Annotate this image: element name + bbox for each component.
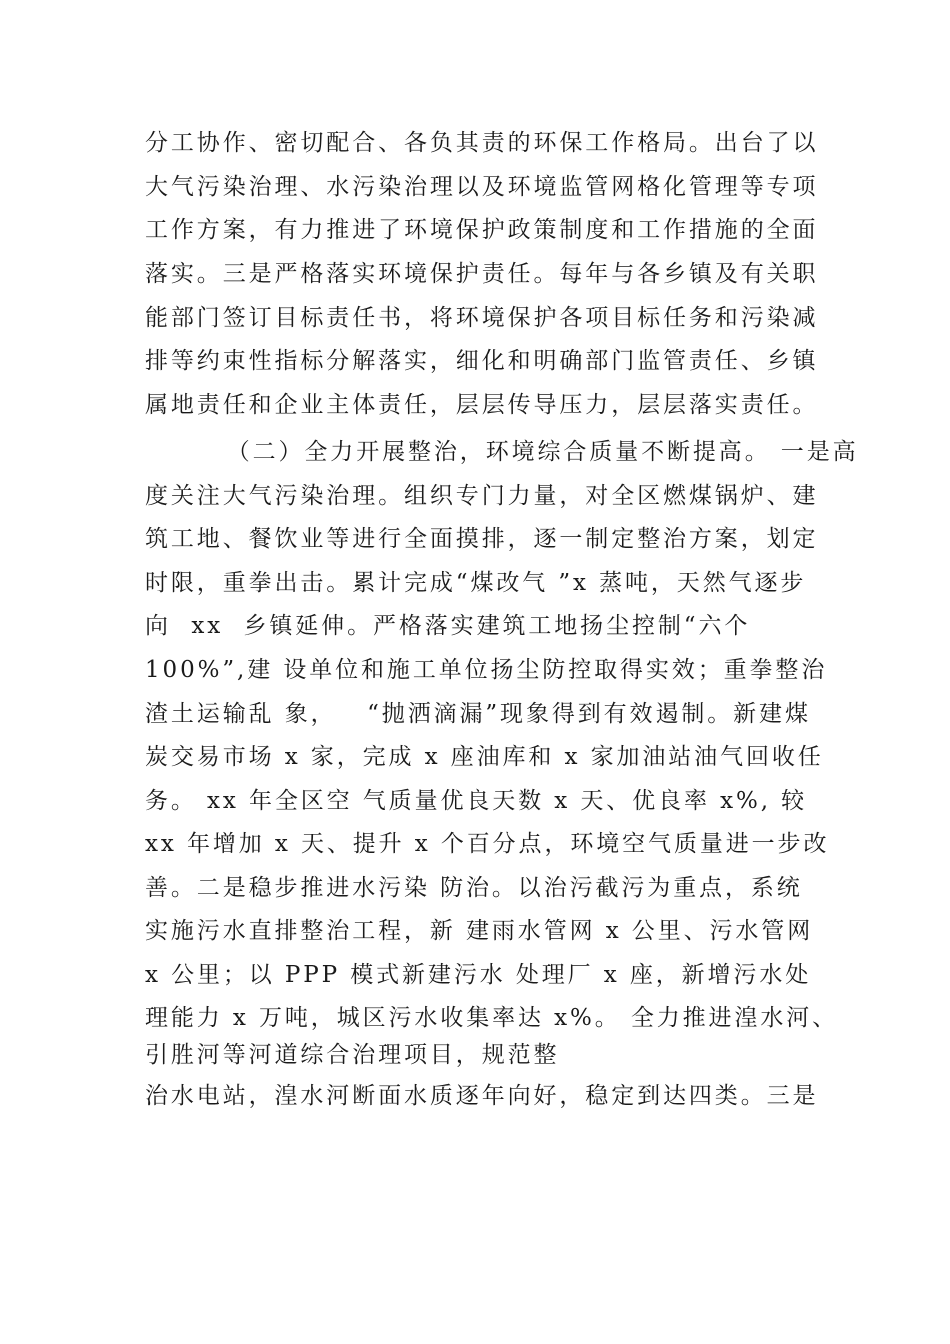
text-line: 时限，重拳出击。累计完成“煤改气 ”x 蒸吨，天然气逐步 bbox=[145, 570, 807, 596]
section-heading-line: （二）全力开展整治，环境综合质量不断提高。 一是高 bbox=[145, 439, 859, 465]
text-line: 落实。三是严格落实环境保护责任。每年与各乡镇及有关职 bbox=[145, 261, 819, 287]
text-line: 治水电站，湟水河断面水质逐年向好，稳定到达四类。三是 bbox=[145, 1083, 819, 1109]
text-line: 务。 xx 年全区空 气质量优良天数 x 天、优良率 x%, 较 bbox=[145, 788, 808, 814]
text-line: 能部门签订目标责任书，将环境保护各项目标任务和污染减 bbox=[145, 305, 819, 331]
text-line: 筑工地、餐饮业等进行全面摸排，逐一制定整治方案，划定 bbox=[145, 526, 819, 552]
text-line: 度关注大气污染治理。组织专门力量，对全区燃煤锅炉、建 bbox=[145, 483, 819, 509]
text-line: 理能力 x 万吨，城区污水收集率达 x%。 全力推进湟水河、 bbox=[145, 1005, 839, 1031]
text-line: 大气污染治理、水污染治理以及环境监管网格化管理等专项 bbox=[145, 174, 819, 200]
text-line: 100%”,建 设单位和施工单位扬尘防控取得实效；重拳整治 bbox=[145, 657, 828, 683]
text-line: 向 xx 乡镇延伸。严格落实建筑工地扬尘控制“六个 bbox=[145, 613, 751, 639]
text-line: 排等约束性指标分解落实，细化和明确部门监管责任、乡镇 bbox=[145, 348, 819, 374]
text-line: x 公里；以 PPP 模式新建污水 处理厂 x 座，新增污水处 bbox=[145, 962, 812, 988]
text-line: 善。二是稳步推进水污染 防治。以治污截污为重点，系统 bbox=[145, 875, 803, 901]
text-line: xx 年增加 x 天、提升 x 个百分点，环境空气质量进一步改 bbox=[145, 831, 830, 857]
text-line: 分工协作、密切配合、各负其责的环保工作格局。出台了以 bbox=[145, 130, 819, 156]
text-line: 实施污水直排整治工程，新 建雨水管网 x 公里、污水管网 bbox=[145, 918, 814, 944]
text-line: 工作方案，有力推进了环境保护政策制度和工作措施的全面 bbox=[145, 217, 819, 243]
text-line: 引胜河等河道综合治理项目，规范整 bbox=[145, 1042, 560, 1068]
text-line: 炭交易市场 x 家，完成 x 座油库和 x 家加油站油气回收任 bbox=[145, 744, 824, 770]
text-line: 属地责任和企业主体责任，层层传导压力，层层落实责任。 bbox=[145, 392, 819, 418]
text-line: 渣土运输乱 象， “抛洒滴漏”现象得到有效遏制。新建煤 bbox=[145, 701, 811, 727]
